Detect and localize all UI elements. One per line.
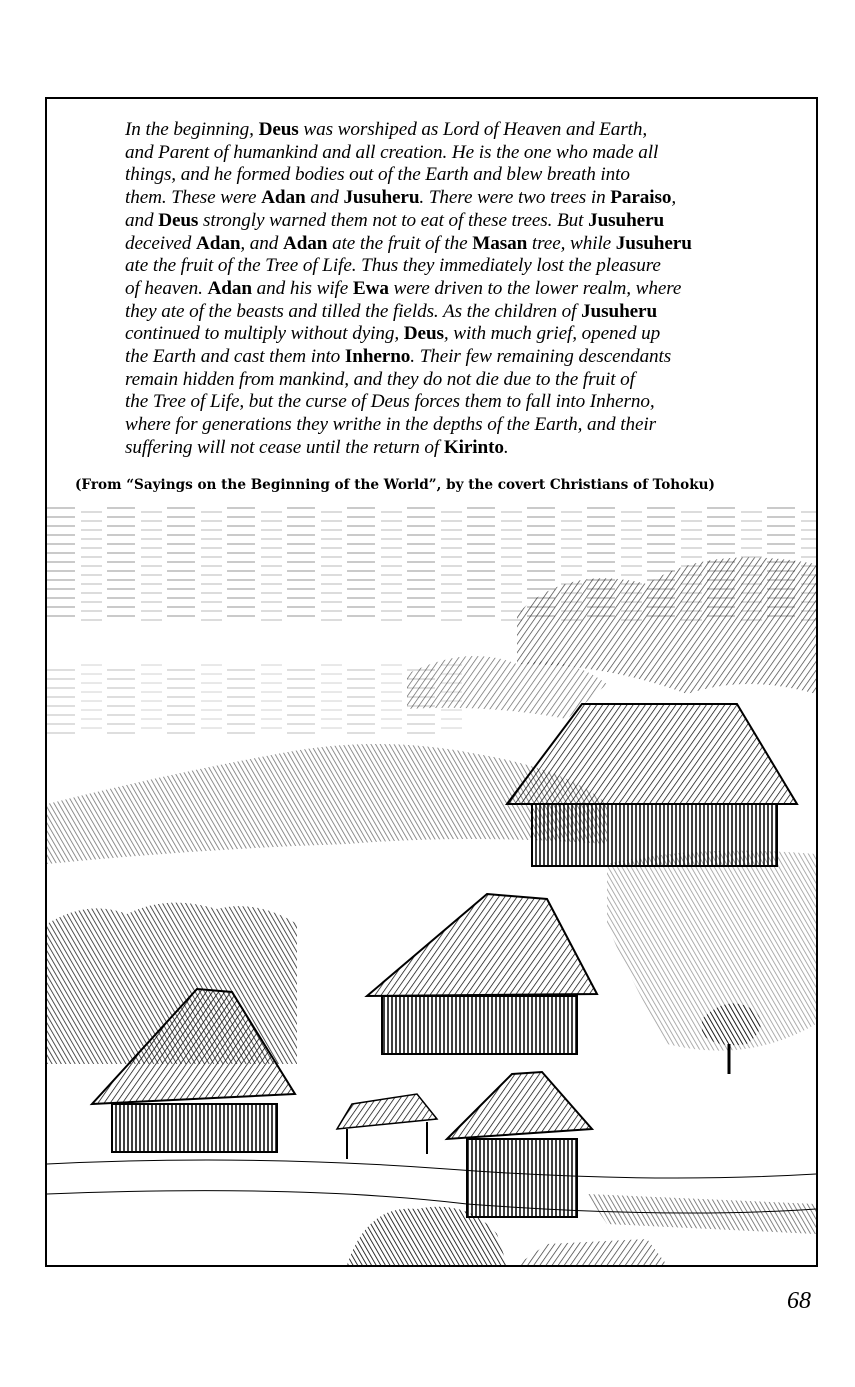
passage-text: In the beginning, bbox=[125, 119, 259, 140]
passage-name: Jusuheru bbox=[588, 209, 665, 231]
passage-text: was worshiped as Lord of Heaven and Earth, bbox=[298, 119, 648, 140]
passage-text: ate the fruit of the bbox=[327, 232, 473, 254]
passage-text: , and bbox=[240, 232, 283, 254]
passage-line bbox=[125, 437, 765, 460]
passage-text: , bbox=[671, 187, 677, 209]
passage-text: , with much grief, opened up bbox=[443, 323, 661, 345]
passage-text: . bbox=[503, 436, 509, 458]
citation: (From “Sayings on the Beginning of the World”, by the covert Christians of Tohoku) bbox=[75, 477, 715, 493]
passage-text: remain hidden from mankind, and they do not die due to the fruit of bbox=[125, 368, 635, 390]
passage-text: were driven to the lower realm, where bbox=[388, 277, 682, 299]
passage-text: and his wife bbox=[251, 277, 353, 299]
passage-name: Deus bbox=[158, 209, 199, 231]
passage-line bbox=[125, 346, 765, 369]
passage-line bbox=[125, 301, 765, 324]
passage-text: . There were two trees in bbox=[419, 187, 611, 209]
passage-line bbox=[125, 119, 765, 142]
scripture-passage bbox=[125, 119, 765, 460]
passage-line bbox=[125, 233, 765, 256]
passage-text: suffering will not cease until the return of bbox=[125, 436, 444, 458]
passage-name: Adan bbox=[261, 187, 306, 209]
passage-name: Adan bbox=[282, 232, 328, 254]
passage-text: the Earth and cast them into bbox=[125, 346, 345, 368]
passage-text: the Tree of Life, but the curse of Deus forces them to fall into Inherno, bbox=[125, 391, 655, 413]
passage-name: Adan bbox=[196, 232, 241, 254]
passage-name: Deus bbox=[258, 119, 299, 140]
passage-line bbox=[125, 255, 765, 278]
passage-name: Kirinto bbox=[443, 436, 504, 458]
passage-name: Masan bbox=[472, 232, 528, 254]
passage-text: and bbox=[125, 209, 159, 231]
passage-text: of heaven. bbox=[125, 277, 208, 299]
passage-name: Jusuheru bbox=[615, 232, 692, 254]
village-illustration bbox=[47, 504, 816, 1265]
passage-name: Deus bbox=[403, 323, 444, 345]
passage-line bbox=[125, 210, 765, 233]
passage-text: strongly warned them not to eat of these trees. But bbox=[198, 209, 589, 231]
passage-name: Paraiso bbox=[610, 187, 672, 209]
passage-line bbox=[125, 414, 765, 437]
passage-text: and bbox=[305, 187, 344, 209]
passage-text: deceived bbox=[125, 232, 196, 254]
passage-name: Adan bbox=[207, 277, 252, 299]
page-number: 68 bbox=[787, 1288, 811, 1314]
passage-line bbox=[125, 164, 765, 187]
passage-text: where for generations they writhe in the depths of the Earth, and their bbox=[125, 414, 656, 436]
passage-line bbox=[125, 278, 765, 301]
passage-text: tree, while bbox=[527, 232, 616, 254]
passage-line bbox=[125, 323, 765, 346]
passage-text: them. These were bbox=[125, 187, 262, 209]
content-frame bbox=[45, 97, 818, 1267]
passage-line bbox=[125, 391, 765, 414]
passage-text: ate the fruit of the Tree of Life. Thus they immediately lost the pleasure bbox=[125, 255, 661, 277]
passage-name: Ewa bbox=[352, 277, 389, 299]
passage-name: Inherno bbox=[344, 346, 411, 368]
passage-text: and Parent of humankind and all creation. He is the one who made all bbox=[125, 141, 659, 163]
passage-name: Jusuheru bbox=[343, 187, 420, 209]
passage-text: . Their few remaining descendants bbox=[410, 346, 672, 368]
passage-line bbox=[125, 187, 765, 210]
passage-text: they ate of the beasts and tilled the fields. As the children of bbox=[125, 300, 582, 322]
passage-line bbox=[125, 369, 765, 392]
passage-name: Jusuheru bbox=[581, 300, 658, 322]
passage-text: continued to multiply without dying, bbox=[125, 323, 404, 345]
passage-text: things, and he formed bodies out of the Earth and blew breath into bbox=[125, 164, 630, 186]
passage-line bbox=[125, 142, 765, 165]
